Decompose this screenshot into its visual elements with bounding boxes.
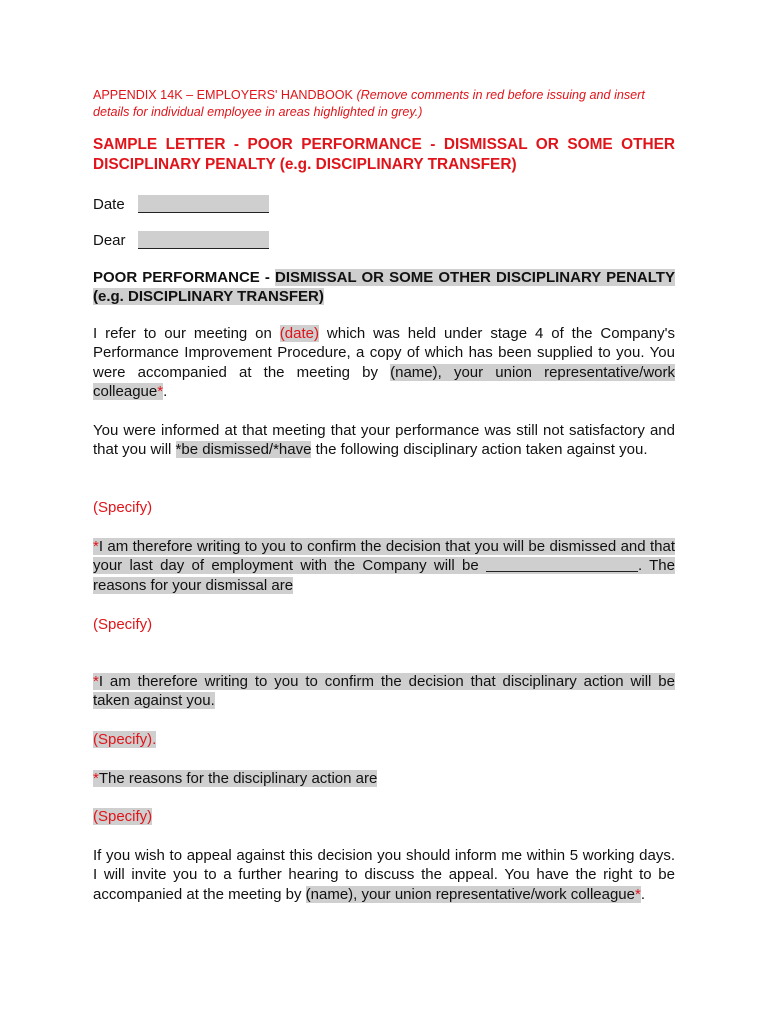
- last-day-blank: [486, 557, 638, 572]
- specify-3: [93, 730, 675, 749]
- outcome-placeholder: *be dismissed/*have: [175, 441, 312, 459]
- appeal-companion-text: (name), your union representative/work colleague: [305, 885, 635, 903]
- letter-title: SAMPLE LETTER - POOR PERFORMANCE - DISMISSAL OR SOME OTHER DISCIPLINARY PENALTY (e.g. DISCIPLINARY TRANSFER): [93, 136, 675, 173]
- appendix-label: APPENDIX 14K – EMPLOYERS' HANDBOOK: [93, 88, 353, 102]
- dear-field-row: [93, 231, 269, 250]
- paragraph-meeting: [93, 324, 675, 402]
- subject-line: [93, 268, 675, 307]
- para2-text2: the following disciplinary action taken against you.: [311, 441, 648, 459]
- para1-text2: which was held under stage 4 of the Company's Performance Improvement Procedure, a copy of which has been supplied to you. You were accompanied at the meeting by: [93, 325, 675, 381]
- subject-part2: DISMISSAL OR SOME OTHER DISCIPLINARY PENALTY (e.g. DISCIPLINARY TRANSFER): [93, 269, 675, 306]
- paragraph-dismissal: [93, 537, 675, 595]
- specify-3-text: (Specify).: [93, 731, 157, 748]
- subject-part1: POOR PERFORMANCE -: [93, 269, 275, 286]
- paragraph-reasons: [93, 769, 675, 788]
- appendix-header: [93, 87, 678, 121]
- paragraph-disciplinary-action: [93, 672, 675, 711]
- para3-asterisk: *: [93, 538, 99, 555]
- paragraph-appeal: [93, 846, 675, 904]
- appendix-note: (Remove comments in red before issuing and insert details for individual employee in areas highlighted in grey.): [93, 88, 645, 119]
- para4-text1: I am therefore writing to you to confirm the decision that disciplinary action will be taken against you.: [93, 673, 675, 710]
- para5-text1: The reasons for the disciplinary action are: [98, 770, 378, 787]
- para6-text1: If you wish to appeal against this decision you should inform me within 5 working days. I will invite you to a further hearing to discuss the appeal. You have the right to be accompanied at the meeting by: [93, 847, 675, 903]
- meeting-date-placeholder: (date): [279, 325, 319, 342]
- para4-asterisk: *: [93, 673, 99, 690]
- appeal-asterisk: *: [634, 885, 641, 903]
- para5-asterisk: *: [93, 770, 99, 787]
- para3-text1: I am therefore writing to you to confirm the decision that you will be dismissed and that your last day of employment with the Company will be: [93, 538, 675, 575]
- appeal-companion-placeholder: [306, 886, 641, 903]
- date-blank: [138, 195, 269, 213]
- para1-text1: I refer to our meeting on: [93, 325, 280, 342]
- companion-asterisk: *: [157, 383, 164, 401]
- specify-4-text: (Specify): [93, 808, 153, 825]
- date-field-row: [93, 195, 269, 214]
- para6-text2: .: [640, 885, 645, 903]
- specify-2: (Specify): [93, 616, 153, 633]
- para3-text2: . The reasons for your dismissal are: [93, 557, 675, 594]
- dear-label: Dear: [93, 232, 126, 249]
- date-label: Date: [93, 196, 125, 213]
- specify-4: [93, 807, 675, 826]
- paragraph-informed: [93, 421, 675, 460]
- para1-text3: .: [163, 383, 168, 401]
- dear-blank: [138, 231, 269, 249]
- specify-1: (Specify): [93, 499, 153, 516]
- para2-text1: You were informed at that meeting that your performance was still not satisfactory and that you will: [93, 422, 675, 459]
- companion-text: (name), your union representative/work colleague: [93, 363, 675, 401]
